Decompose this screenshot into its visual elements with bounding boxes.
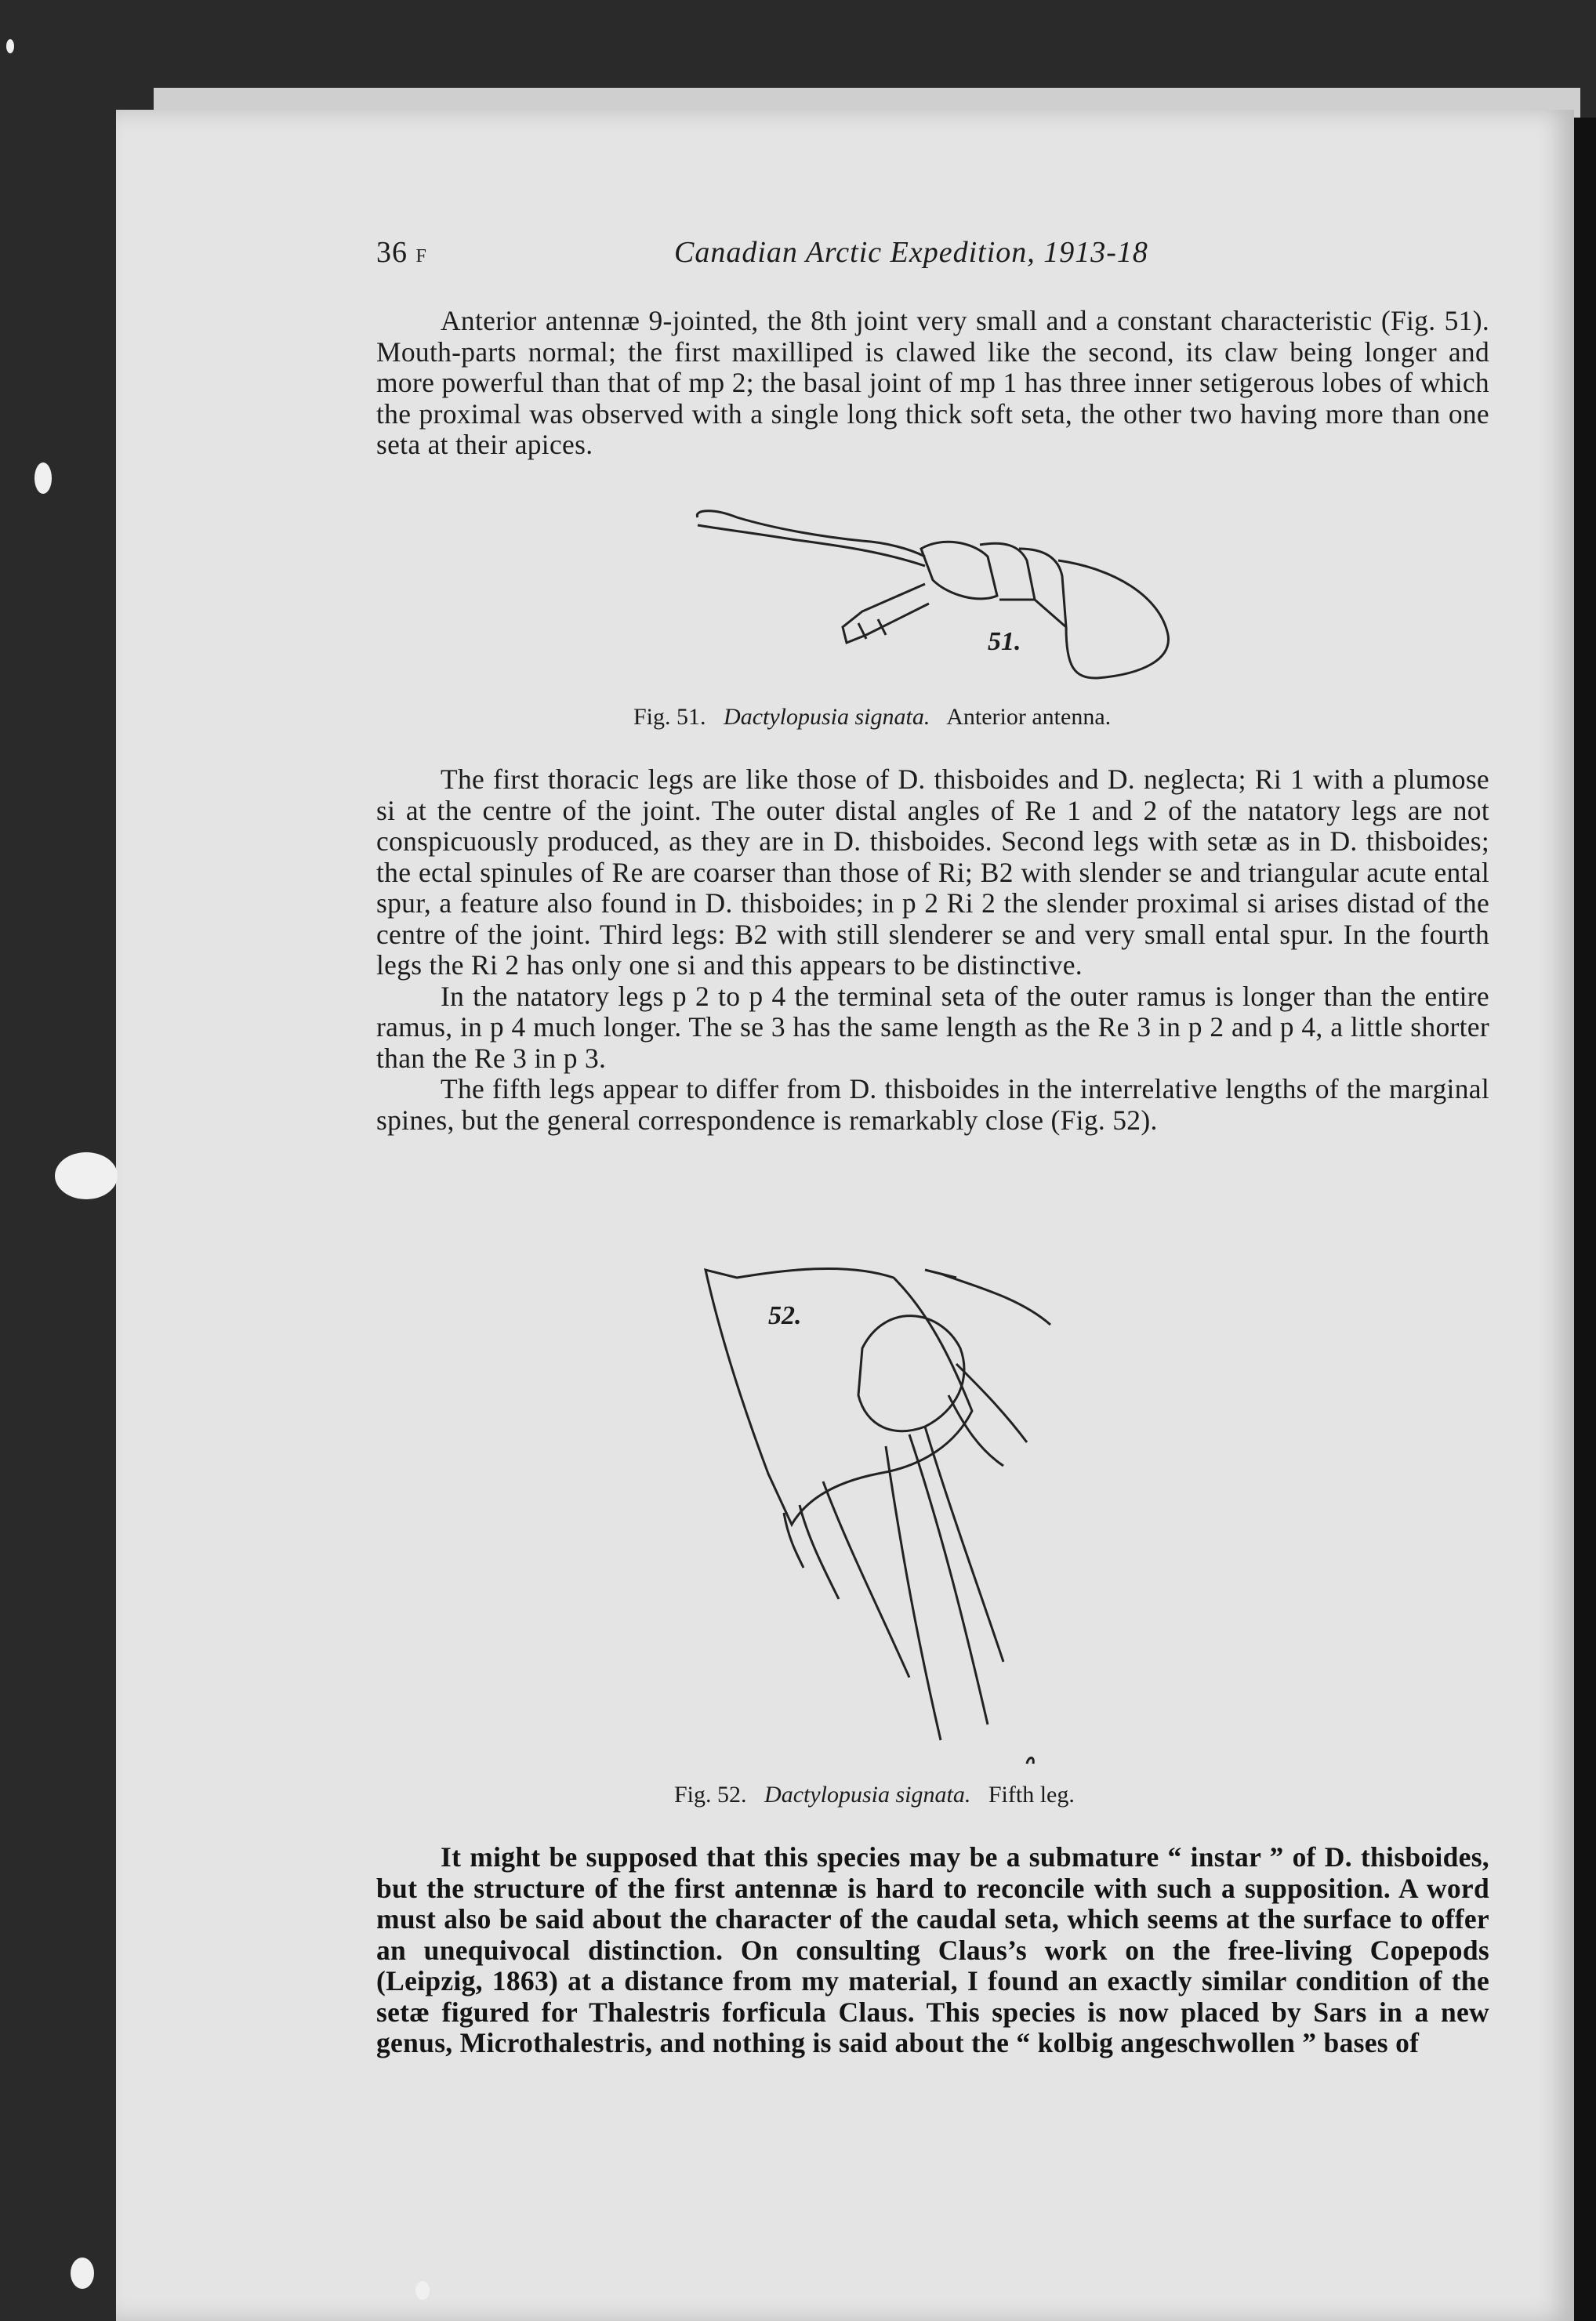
body-text-middle	[376, 764, 1489, 1136]
figure-52-caption	[674, 1782, 1075, 1808]
scan-speck	[55, 1152, 118, 1199]
paragraph: In the natatory legs p 2 to p 4 the terminal seta of the outer ramus is longer than the entire ramus, in p 4 much longer. The se 3 has the same length as the Re 3 in p 2 and p 4, a little shorter than the Re 3 in p 3.	[376, 980, 1489, 1074]
scan-speck	[415, 2281, 430, 2300]
page-number: 36 F	[376, 236, 427, 269]
running-title: Canadian Arctic Expedition, 1913-18	[674, 236, 1148, 269]
caption-prefix: Fig. 51.	[633, 704, 706, 730]
caption-species: Dactylopusia signata.	[724, 704, 930, 730]
paragraph: The first thoracic legs are like those of D. thisboides and D. neglecta; Ri 1 with a plumose si at the centre of the joint. The outer distal angles of Re 1 and 2 of the natatory legs are not conspicuously produced, as they are in D. thisboides. Second legs with setæ as in D. thisboides; the ectal spinules of Re are coarser than those of Ri; B2 with slender se and triangular acute ental spur, a feature also found in D. thisboides; in p 2 Ri 2 the slender proximal si arises distad of the centre of the joint. Third legs: B2 with still slenderer se and very small ental spur. In the fourth legs the Ri 2 has only one si and this appears to be distinctive.	[376, 763, 1489, 981]
figure-51-antenna-drawing	[690, 502, 1254, 682]
figure-51-caption	[633, 704, 1111, 731]
scan-speck	[71, 2258, 94, 2289]
caption-part: Fifth leg.	[988, 1782, 1075, 1808]
body-text-top	[376, 306, 1489, 461]
running-header	[376, 235, 1489, 274]
figure-52-fifth-leg-drawing	[690, 1254, 1129, 1772]
paragraph: Anterior antennæ 9-jointed, the 8th joint very small and a constant characteristic (Fig. 51). Mouth-parts normal; the first maxilliped is clawed like the second, its claw being longer and more powerful than that of mp 2; the basal joint of mp 1 has three inner setigerous lobes of which the proximal was observed with a single long thick soft seta, the other two having more than one seta at their apices.	[376, 305, 1489, 460]
body-text-bottom	[376, 1842, 1489, 2059]
figure-52-label: 52.	[768, 1301, 802, 1330]
paragraph: The fifth legs appear to differ from D. thisboides in the interrelative lengths of the marginal spines, but the general correspondence is remarkably close (Fig. 52).	[376, 1073, 1489, 1136]
paragraph: It might be supposed that this species may be a submature “ instar ” of D. thisboides, but the structure of the first antennæ is hard to reconcile with such a supposition. A word must also be said about the character of the caudal seta, which seems at the surface to offer an unequivocal distinction. On consulting Claus’s work on the free-living Copepods (Leipzig, 1863) at a distance from my material, I found an exactly similar condition of the setæ figured for Thalestris forficula Claus. This species is now placed by Sars in a new genus, Microthalestris, and nothing is said about the “ kolbig angeschwollen ” bases of	[376, 1841, 1489, 2058]
caption-prefix: Fig. 52.	[674, 1782, 747, 1808]
figure-51-label: 51.	[988, 627, 1021, 656]
caption-species: Dactylopusia signata.	[764, 1782, 971, 1808]
scan-speck	[34, 462, 52, 494]
scan-edge	[1574, 118, 1596, 2321]
scan-speck	[6, 39, 14, 53]
caption-part: Anterior antenna.	[946, 704, 1112, 730]
